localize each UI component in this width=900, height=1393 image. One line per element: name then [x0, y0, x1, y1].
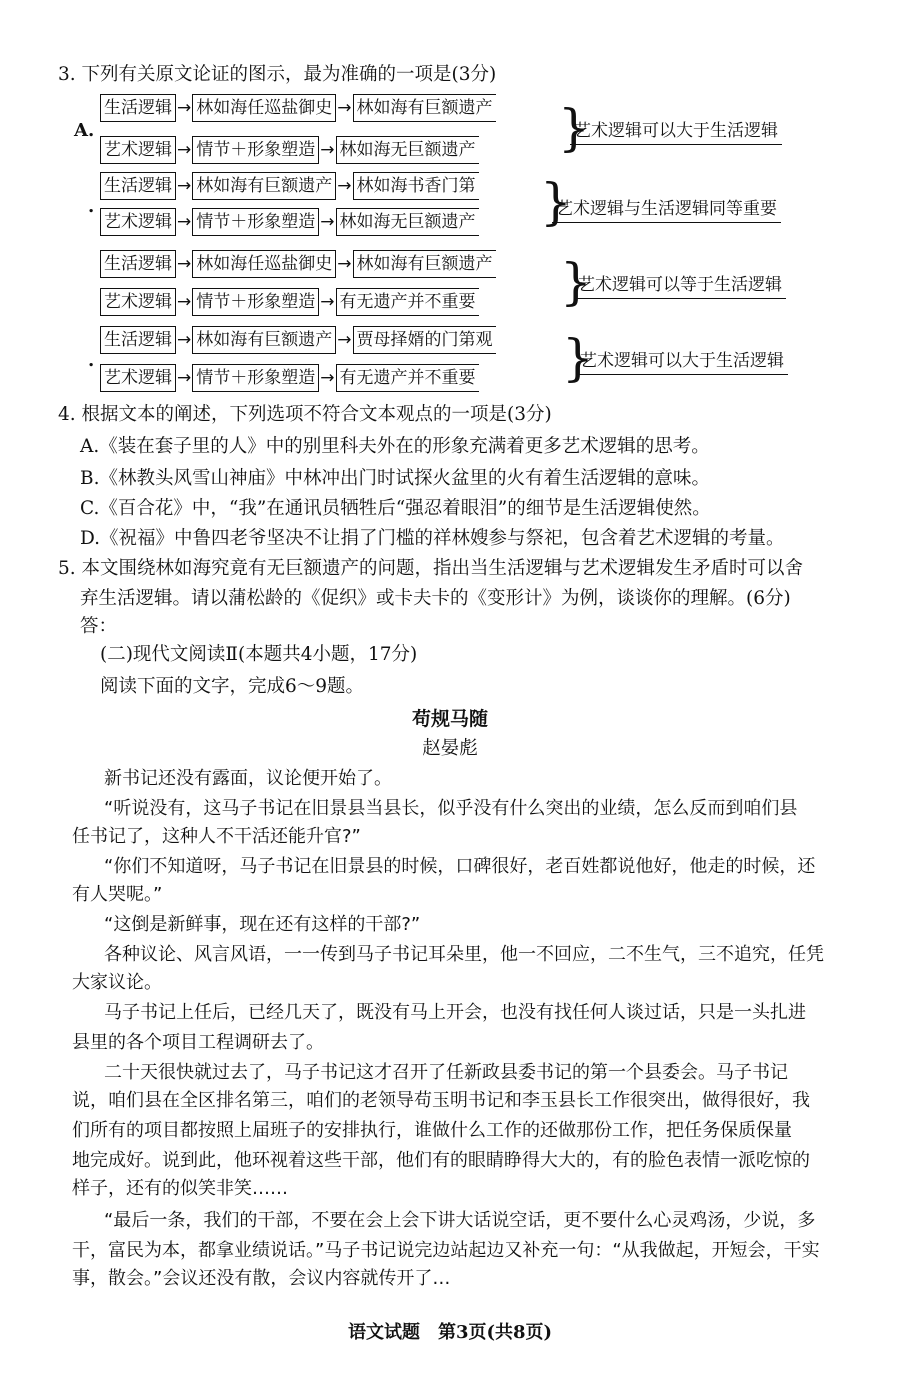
- box: 林如海任巡盐御史: [192, 250, 336, 278]
- story-line: “听说没有，这马子书记在旧景县当县长，似乎没有什么突出的业绩，怎么反而到咱们县: [104, 798, 798, 819]
- option-a-row1: [100, 94, 496, 122]
- question-4-stem: 4. 根据文本的阐述，下列选项不符合文本观点的一项是(3分): [58, 404, 552, 425]
- arrow-icon: →: [320, 212, 335, 232]
- box: 有无遗产并不重要: [336, 364, 479, 392]
- story-line: 事，散会。”会议还没有散，会议内容就传开了…: [72, 1268, 451, 1289]
- brace-icon: }: [540, 173, 572, 231]
- story-line: “这倒是新鲜事，现在还有这样的干部?”: [104, 914, 421, 935]
- box: 情节＋形象塑造: [192, 208, 319, 236]
- question-5-line1: 5. 本文围绕林如海究竟有无巨额遗产的问题，指出当生活逻辑与艺术逻辑发生矛盾时可以舍: [58, 558, 804, 579]
- question-5-line2: 弃生活逻辑。请以蒲松龄的《促织》或卡夫卡的《变形计》为例，谈谈你的理解。(6分): [80, 588, 791, 609]
- arrow-icon: →: [337, 330, 352, 350]
- box: 艺术逻辑: [100, 136, 176, 164]
- story-line: 马子书记上任后，已经几天了，既没有马上开会，也没有找任何人谈过话，只是一头扎进: [104, 1002, 806, 1023]
- question-3-stem: 3. 下列有关原文论证的图示，最为准确的一项是(3分): [58, 64, 497, 85]
- box: 艺术逻辑: [100, 208, 176, 236]
- box: 生活逻辑: [100, 326, 176, 354]
- brace-icon: }: [562, 329, 594, 387]
- arrow-icon: →: [177, 98, 192, 118]
- arrow-icon: →: [177, 254, 192, 274]
- option-c-row1: [100, 250, 496, 278]
- box: 林如海无巨额遗产: [336, 208, 479, 236]
- box: 情节＋形象塑造: [192, 136, 319, 164]
- option-a-letter: A.: [74, 120, 95, 141]
- arrow-icon: →: [320, 368, 335, 388]
- box: 林如海有巨额遗产: [353, 250, 496, 278]
- option-b-row2: [100, 208, 479, 236]
- box: 林如海有巨额遗产: [353, 94, 496, 122]
- question-4-option-d: D.《祝福》中鲁四老爷坚决不让捐了门槛的祥林嫂参与祭祀，包含着艺术逻辑的考量。: [80, 528, 785, 549]
- story-line: 说，咱们县在全区排名第三，咱们的老领导苟玉明书记和李玉县长工作很突出，做得很好，我: [72, 1090, 810, 1111]
- arrow-icon: →: [177, 330, 192, 350]
- box: 艺术逻辑: [100, 288, 176, 316]
- question-4-option-a: A.《装在套子里的人》中的别里科夫外在的形象充满着更多艺术逻辑的思考。: [80, 436, 710, 457]
- section-instruction: 阅读下面的文字，完成6～9题。: [100, 676, 365, 697]
- arrow-icon: →: [177, 292, 192, 312]
- question-5-answer-label: 答：: [80, 616, 118, 637]
- arrow-icon: →: [337, 176, 352, 196]
- story-line: 县里的各个项目工程调研去了。: [72, 1032, 324, 1053]
- question-4-option-b: B.《林教头风雪山神庙》中林冲出门时试探火盆里的火有着生活逻辑的意味。: [80, 468, 710, 489]
- story-line: “最后一条，我们的干部，不要在会上会下讲大话说空话，更不要什么心灵鸡汤，少说，多: [104, 1210, 816, 1231]
- arrow-icon: →: [337, 254, 352, 274]
- arrow-icon: →: [320, 292, 335, 312]
- option-d-row1: [100, 326, 496, 354]
- box: 林如海有巨额遗产: [192, 172, 336, 200]
- story-line: 二十天很快就过去了，马子书记这才召开了任新政县委书记的第一个县委会。马子书记: [104, 1062, 788, 1083]
- box: 情节＋形象塑造: [192, 288, 319, 316]
- option-d-conclusion: 艺术逻辑可以大于生活逻辑: [576, 348, 788, 375]
- story-line: 任书记了，这种人不干活还能升官?”: [72, 826, 361, 847]
- option-d-row2: [100, 364, 479, 392]
- box: 生活逻辑: [100, 250, 176, 278]
- arrow-icon: →: [177, 212, 192, 232]
- arrow-icon: →: [337, 98, 352, 118]
- option-b-row1: [100, 172, 479, 200]
- box: 林如海书香门第: [353, 172, 479, 200]
- section-heading: (二)现代文阅读Ⅱ(本题共4小题，17分): [100, 644, 418, 665]
- option-a-conclusion: 艺术逻辑可以大于生活逻辑: [570, 118, 782, 145]
- option-b-conclusion: 艺术逻辑与生活逻辑同等重要: [552, 196, 781, 223]
- option-b-letter: .: [88, 196, 95, 217]
- story-line: 样子，还有的似笑非笑……: [72, 1178, 288, 1199]
- story-line: 有人哭呢。”: [72, 884, 163, 905]
- brace-icon: }: [560, 253, 592, 311]
- story-title: 苟规马随: [411, 708, 488, 730]
- arrow-icon: →: [177, 368, 192, 388]
- box: 贾母择婿的门第观: [353, 326, 496, 354]
- option-d-letter: .: [88, 350, 95, 371]
- story-line: “你们不知道呀，马子书记在旧景县的时候，口碑很好，老百姓都说他好，他走的时候，还: [104, 856, 816, 877]
- option-c-conclusion: 艺术逻辑可以等于生活逻辑: [574, 272, 786, 299]
- page-footer: 语文试题 第3页(共8页): [347, 1322, 553, 1343]
- box: 有无遗产并不重要: [336, 288, 479, 316]
- box: 林如海任巡盐御史: [192, 94, 336, 122]
- story-line: 地完成好。说到此，他环视着这些干部，他们有的眼睛睁得大大的，有的脸色表情一派吃惊的: [72, 1150, 810, 1171]
- story-line: 大家议论。: [72, 972, 162, 993]
- story-author: 赵晏彪: [422, 738, 478, 759]
- box: 艺术逻辑: [100, 364, 176, 392]
- story-line: 各种议论、风言风语，一一传到马子书记耳朵里，他一不回应，二不生气，三不追究，任凭: [104, 944, 824, 965]
- arrow-icon: →: [320, 140, 335, 160]
- box: 林如海有巨额遗产: [192, 326, 336, 354]
- question-4-option-c: C.《百合花》中，“我”在通讯员牺牲后“强忍着眼泪”的细节是生活逻辑使然。: [80, 498, 711, 519]
- box: 生活逻辑: [100, 172, 176, 200]
- brace-icon: }: [558, 99, 590, 157]
- story-line: 干，富民为本，都拿业绩说话。”马子书记说完边站起边又补充一句：“从我做起，开短会，干实: [72, 1240, 820, 1261]
- option-c-row2: [100, 288, 479, 316]
- box: 林如海无巨额遗产: [336, 136, 479, 164]
- box: 情节＋形象塑造: [192, 364, 319, 392]
- option-a-row2: [100, 136, 479, 164]
- arrow-icon: →: [177, 140, 192, 160]
- story-line: 们所有的项目都按照上届班子的安排执行，谁做什么工作的还做那份工作，把任务保质保量: [72, 1120, 792, 1141]
- arrow-icon: →: [177, 176, 192, 196]
- box: 生活逻辑: [100, 94, 176, 122]
- story-line: 新书记还没有露面，议论便开始了。: [104, 768, 392, 789]
